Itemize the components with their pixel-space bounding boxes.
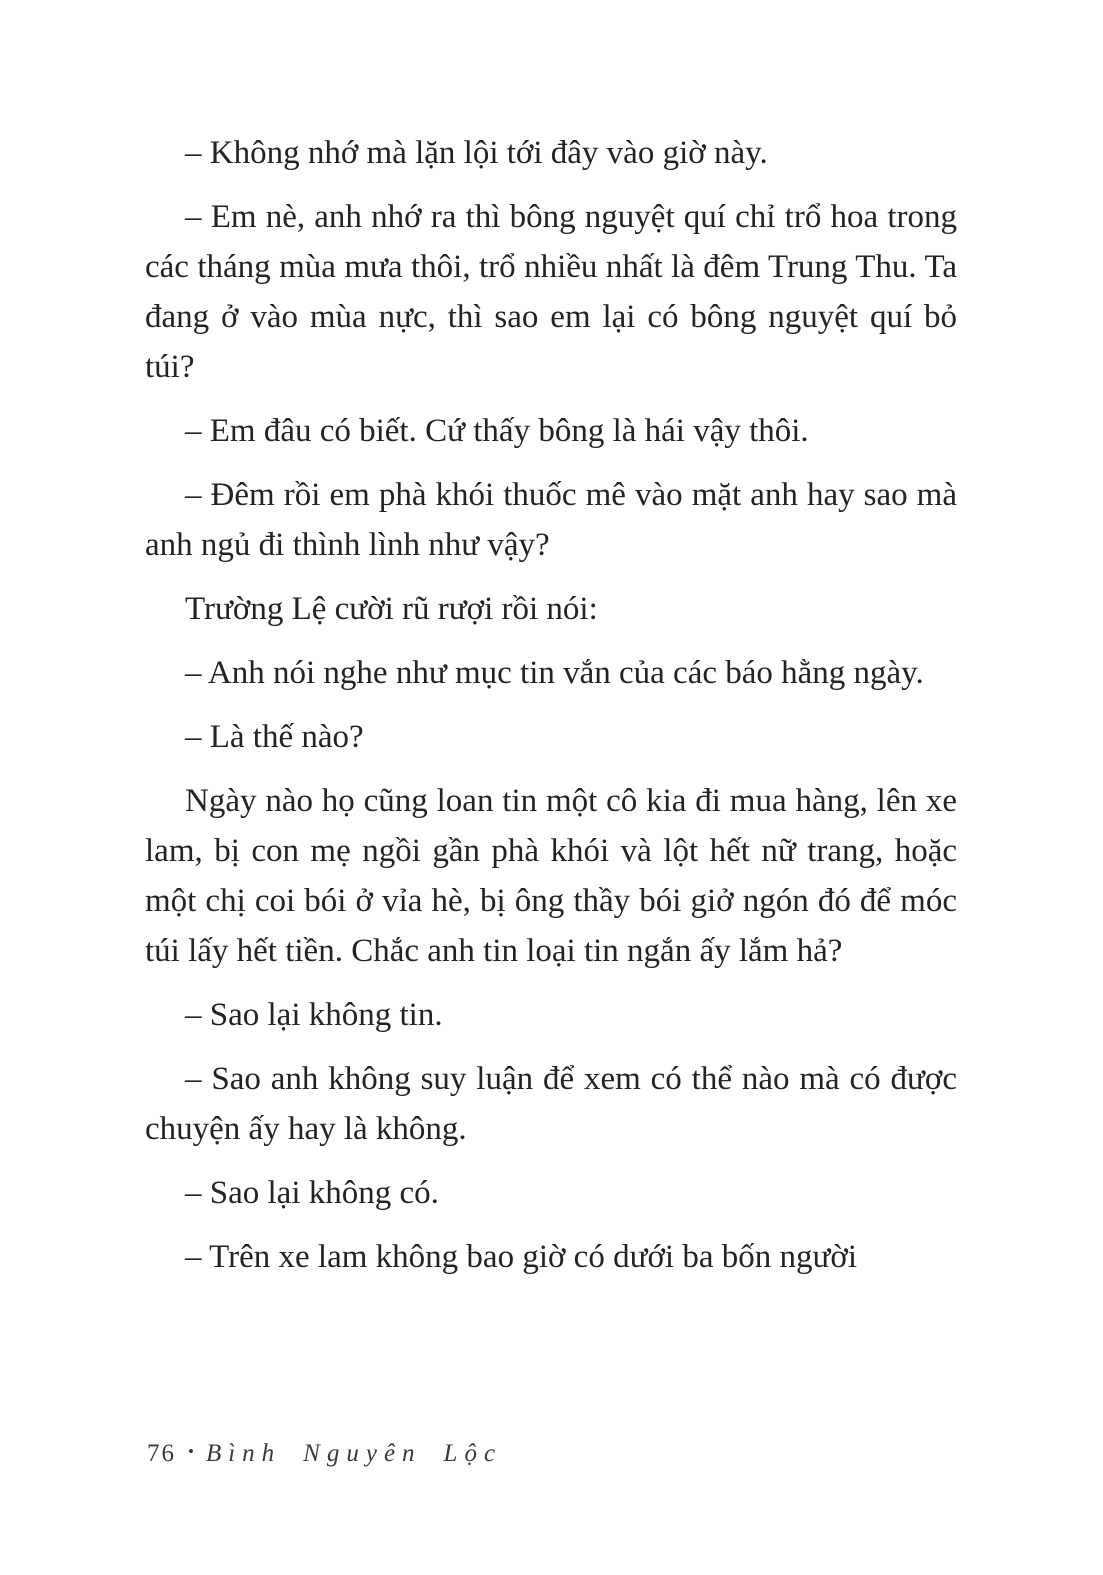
- page-footer: [147, 1440, 502, 1468]
- paragraph: – Sao lại không có.: [185, 1175, 439, 1211]
- paragraph: – Em nè, anh nhớ ra thì bông nguyệt quí chỉ trổ hoa trong các tháng mùa mưa thôi, trổ nhiều nhất là đêm Trung Thu. Ta đang ở vào mùa nực, thì sao em lại có bông nguyệt quí bỏ túi?: [145, 199, 957, 385]
- paragraph: – Anh nói nghe như mục tin vắn của các báo hằng ngày.: [185, 655, 924, 691]
- page-number: 76: [147, 1440, 176, 1467]
- paragraph: – Sao anh không suy luận để xem có thể nào mà có được chuyện ấy hay là không.: [145, 1061, 957, 1147]
- paragraph: – Là thế nào?: [185, 719, 364, 755]
- footer-author-name: Bình Nguyên Lộc: [205, 1440, 503, 1467]
- footer-separator-dot: •: [188, 1442, 194, 1461]
- paragraph: – Không nhớ mà lặn lội tới đây vào giờ này.: [185, 135, 768, 171]
- paragraph: – Sao lại không tin.: [185, 997, 443, 1033]
- paragraph: – Trên xe lam không bao giờ có dưới ba bốn người: [185, 1239, 857, 1275]
- paragraph: – Em đâu có biết. Cứ thấy bông là hái vậy thôi.: [185, 413, 809, 449]
- paragraph: Ngày nào họ cũng loan tin một cô kia đi mua hàng, lên xe lam, bị con mẹ ngồi gần phà khói và lột hết nữ trang, hoặc một chị coi bói ở vỉa hè, bị ông thầy bói giở ngón đó để móc túi lấy hết tiền. Chắc anh tin loại tin ngắn ấy lắm hả?: [145, 783, 957, 969]
- paragraph: Trường Lệ cười rũ rượi rồi nói:: [185, 591, 598, 627]
- paragraph: – Đêm rồi em phà khói thuốc mê vào mặt anh hay sao mà anh ngủ đi thình lình như vậy?: [145, 477, 957, 563]
- page-body-text: [145, 128, 957, 1296]
